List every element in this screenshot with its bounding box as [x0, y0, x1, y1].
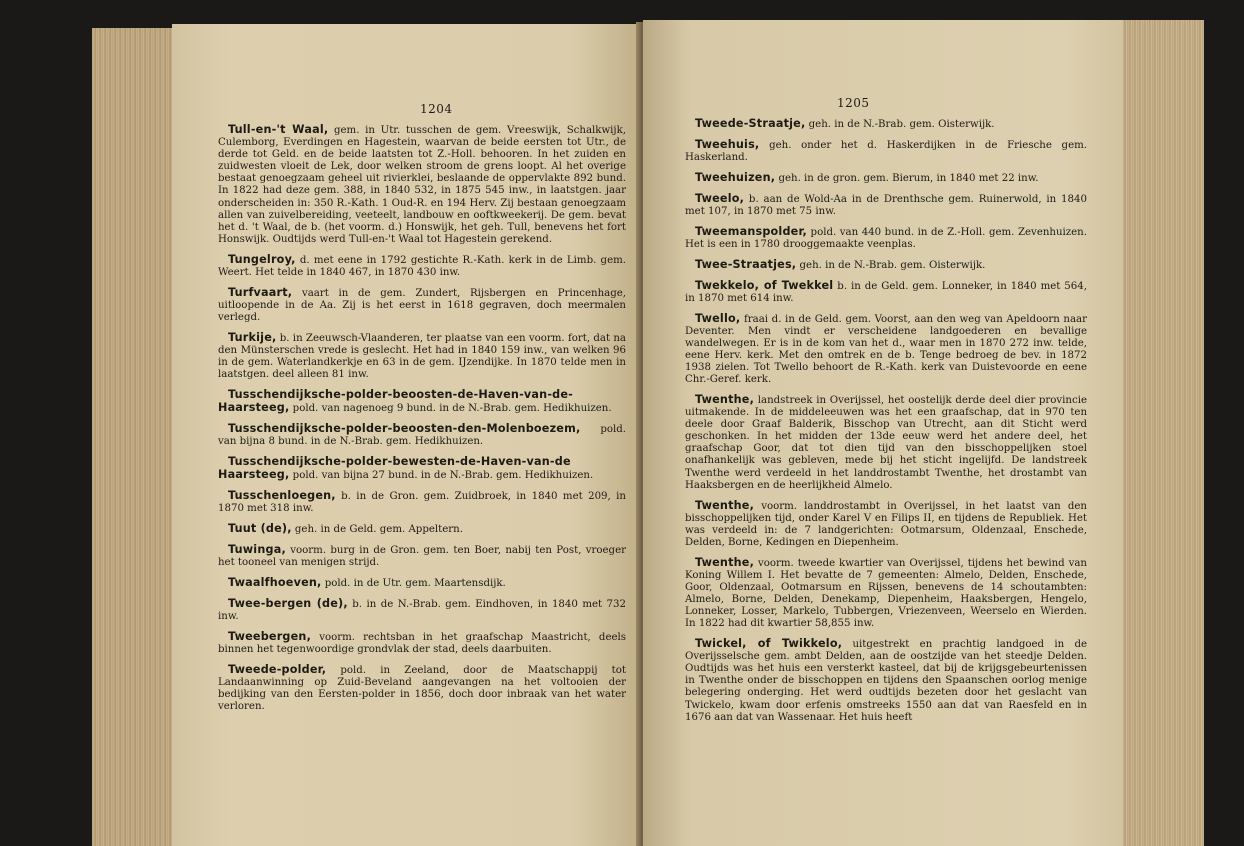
page-number: 1205 — [837, 96, 870, 110]
right-page-edges — [1118, 20, 1204, 846]
entry-text: pold. van bijna 27 bund. in de N.-Brab. gem. Hedikhuizen. — [292, 470, 594, 482]
dictionary-entry — [685, 226, 1087, 251]
entry-text: pold. van 440 bund. in de Z.-Holl. gem. Zevenhuizen. Het is een in 1780 drooggemaakte veenplas. — [685, 226, 1087, 250]
entry-text: pold. in de Utr. gem. Maartensdijk. — [324, 577, 506, 589]
entry-headword: Tweede-Straatje, — [695, 117, 806, 130]
entry-headword: Twenthe, — [695, 392, 755, 406]
entry-headword: Tull-en-'t Waal, — [228, 123, 329, 136]
left-page-edges — [92, 28, 182, 846]
entry-headword: Tusschendijksche-polder-bewesten-de-Haven-van-de Haarsteeg, — [218, 454, 571, 482]
entry-text: b. aan de Wold-Aa in de Drenthsche gem. Ruinerwold, in 1840 met 107, in 1870 met 75 inw. — [685, 193, 1087, 217]
entry-text: geh. in de gron. gem. Bierum, in 1840 met 22 inw. — [778, 172, 1039, 184]
entry-text: pold. van nagenoeg 9 bund. in de N.-Brab. gem. Hedikhuizen. — [292, 403, 612, 415]
dictionary-entry — [218, 544, 626, 569]
entry-text: geh. onder het d. Haskerdijken in de Friesche gem. Haskerland. — [685, 139, 1087, 163]
right-page — [643, 20, 1123, 846]
dictionary-entry — [218, 577, 626, 590]
entry-headword: Tusschendijksche-polder-beoosten-de-Haven-van-de-Haarsteeg, — [218, 387, 574, 415]
entry-text: uitgestrekt en prachtig landgoed in de Overijsselsche gem. ambt Delden, aan de oostzijde van het steedje Delden. Oudtijds was het huis een versterkt kasteel, dat bij de krijgsgebeurtenissen in Twenthe onder de bisschoppen en tijdens den Spaanschen oorlog menige belegering onderging. Het werd oudtijds bezeten door het geslacht van Twickelo, kwam door erfenis omstreeks 1550 aan dat van Raesfeld en in 1676 aan dat van Wassenaar. Het huis heeft — [685, 639, 1087, 723]
entry-headword: Twickel, of Twikkelo, — [695, 637, 843, 651]
entry-text: gem. in Utr. tusschen de gem. Vreeswijk, Schalkwijk, Culemborg, Everdingen en Hagestein, waarvan de beide eersten tot Utr., de derde tot Geld. en de beide laatsten tot Z.-Holl. behooren. In het zuiden en zuidwesten vloeit de Lek, door welken stroom de grens loopt. Al het overige bestaat genoegzaam geheel uit rivierklei, beslaande de oppervlakte 892 bund. In 1822 had deze gem. 388, in 1840 532, in 1875 545 inw., in laatstgen. jaar onderscheiden in: 350 R.-Kath. 1 Oud-R. en 194 Herv. Zij bestaan genoegzaam allen van zuivelbereiding, veeteelt, landbouw en ooftkweekerij. De gem. bevat het d. 't Waal, de b. (het voorm. d.) Honswijk, het geh. Tull, benevens het fort Honswijk. Oudtijds werd Tull-en-'t Waal tot Hagestein gerekend. — [218, 125, 626, 245]
dictionary-entry — [685, 118, 1087, 131]
dictionary-entry — [685, 638, 1087, 724]
dictionary-entry — [218, 490, 626, 515]
dictionary-entry — [218, 423, 626, 448]
entry-text: voorm. tweede kwartier van Overijssel, tijdens het bewind van Koning Willem I. Het bevatte de 7 gemeenten: Almelo, Delden, Enschede, Goor, Oldenzaal, Ootmarsum en Rijssen, benevens de 14 schoutambten: Almelo, Borne, Delden, Denekamp, Diepenheim, Haaksbergen, Hengelo, Lonneker, Losser, Markelo, Tubbergen, Vriezenveen, Weerselo en Wierden. In 1822 had dit kwartier 58,855 inw. — [685, 557, 1087, 630]
entry-text: pold. in Zeeland, door de Maatschappij tot Landaanwinning op Zuid-Beveland aangevangen na het voltooien der bedijking van den Eersten-polder in 1856, doch door inbraak van het water verloren. — [218, 664, 626, 712]
entry-headword: Twello, — [695, 311, 741, 325]
entry-headword: Tuut (de), — [228, 521, 292, 535]
dictionary-entry — [218, 389, 626, 415]
dictionary-entry — [218, 664, 626, 713]
entry-headword: Tungelroy, — [228, 252, 296, 266]
dictionary-entry — [218, 456, 626, 482]
entry-text: landstreek in Overijssel, het oostelijk derde deel dier provincie uitmakende. In de middeleeuwen was het een graafschap, dat in 970 ten deele door Graaf Balderik, Bisschop van Utrecht, aan dit Sticht werd geschonken. In het midden der 13de eeuw werd het andere deel, het graafschap Goor, dat tot dien tijd van den bisschoppelijken stoel onafhankelijk was gebleven, mede bij het sticht ingelijfd. De landstreek Twenthe werd verdeeld in het landdrostambt Twenthe, het drostambt van Haaksbergen en de heerlijkheid Almelo. — [685, 394, 1087, 491]
dictionary-entry — [685, 193, 1087, 218]
entry-text: b. in de Geld. gem. Lonneker, in 1840 met 564, in 1870 met 614 inw. — [685, 280, 1087, 304]
right-column — [685, 118, 1087, 732]
page-number: 1204 — [420, 102, 453, 116]
left-page — [172, 24, 642, 846]
entry-headword: Tweehuis, — [695, 137, 760, 151]
entry-headword: Tweede-polder, — [228, 662, 327, 676]
dictionary-entry — [685, 259, 1087, 272]
entry-headword: Turfvaart, — [228, 285, 293, 299]
entry-headword: Twee-Straatjes, — [695, 257, 797, 271]
entry-headword: Twenthe, — [695, 555, 755, 569]
entry-headword: Tuwinga, — [228, 542, 286, 556]
entry-text: d. met eene in 1792 gestichte R.-Kath. kerk in de Limb. gem. Weert. Het telde in 1840 467, in 1870 430 inw. — [218, 254, 627, 278]
dictionary-entry — [685, 500, 1087, 549]
entry-headword: Tusschendijksche-polder-beoosten-den-Molenboezem, — [228, 421, 581, 435]
dictionary-entry — [218, 124, 626, 246]
dictionary-entry — [218, 523, 626, 536]
entry-headword: Tweehuizen, — [695, 170, 776, 184]
dictionary-entry — [218, 254, 626, 279]
entry-text: geh. in de N.-Brab. gem. Oisterwijk. — [799, 259, 986, 271]
dictionary-entry — [685, 172, 1087, 185]
dictionary-entry — [218, 631, 626, 656]
entry-headword: Twaalfhoeven, — [228, 575, 322, 589]
entry-text: voorm. landdrostambt in Overijssel, in het laatst van den bisschoppelijken tijd, onder Karel V en Filips II, en tijdens de Republiek. Het was verdeeld in: de 7 landgerichten: Ootmarsum, Oldenzaal, Enschede, Delden, Borne, Kedingen en Diepenheim. — [685, 500, 1087, 548]
entry-text: fraai d. in de Geld. gem. Voorst, aan den weg van Apeldoorn naar Deventer. Men vindt er verscheidene landgoederen en bevallige wandelwegen. Er is in de kom van het d., waar men in 1870 272 inw. telde, eene Herv. kerk. Met den omtrek en de b. Tenge bedroeg de bev. in 1872 1938 zielen. Tot Twello behoort de R.-Kath. kerk van Duistevoorde en eene Chr.-Geref. kerk. — [685, 313, 1087, 386]
entry-headword: Twenthe, — [695, 498, 755, 512]
entry-headword: Twekkelo, of Twekkel — [695, 278, 834, 292]
dictionary-entry — [685, 280, 1087, 305]
entry-headword: Turkije, — [228, 330, 277, 344]
entry-headword: Tweebergen, — [228, 629, 312, 643]
dictionary-entry — [685, 313, 1087, 387]
dictionary-entry — [218, 332, 626, 381]
left-column — [218, 124, 626, 721]
entry-headword: Tusschenloegen, — [228, 488, 336, 502]
entry-text: vaart in de gem. Zundert, Rijsbergen en Princenhage, uitloopende in de Aa. Zij is het eerst in 1618 gegraven, doch meermalen verlegd. — [218, 287, 626, 323]
entry-text: pold. van bijna 8 bund. in de N.-Brab. gem. Hedikhuizen. — [218, 423, 626, 448]
entry-text: voorm. rechtsban in het graafschap Maastricht, deels binnen het tegenwoordige grondvlak der stad, deels daarbuiten. — [218, 631, 626, 655]
entry-text: b. in Zeeuwsch-Vlaanderen, ter plaatse van een voorm. fort, dat na den Münsterschen vrede is geslecht. Het had in 1840 159 inw., van welken 96 in de gem. Waterlandkerkje en 63 in de gem. IJzendijke. In 1870 telde men in laatstgen. deel alleen 81 inw. — [218, 332, 626, 381]
dictionary-entry — [685, 557, 1087, 631]
entry-headword: Tweelo, — [695, 191, 745, 205]
dictionary-entry — [685, 394, 1087, 492]
entry-text: voorm. burg in de Gron. gem. ten Boer, nabij ten Post, vroeger het tooneel van menigen strijd. — [218, 544, 626, 568]
entry-text: b. in de Gron. gem. Zuidbroek, in 1840 met 209, in 1870 met 318 inw. — [218, 490, 626, 515]
entry-headword: Tweemanspolder, — [695, 224, 807, 238]
entry-text: geh. in de N.-Brab. gem. Oisterwijk. — [808, 119, 995, 130]
dictionary-entry — [685, 139, 1087, 164]
dictionary-entry — [218, 598, 626, 623]
entry-text: geh. in de Geld. gem. Appeltern. — [294, 523, 463, 535]
dictionary-entry — [218, 287, 626, 324]
entry-text: b. in de N.-Brab. gem. Eindhoven, in 1840 met 732 inw. — [218, 598, 626, 622]
entry-headword: Twee-bergen (de), — [228, 596, 348, 610]
